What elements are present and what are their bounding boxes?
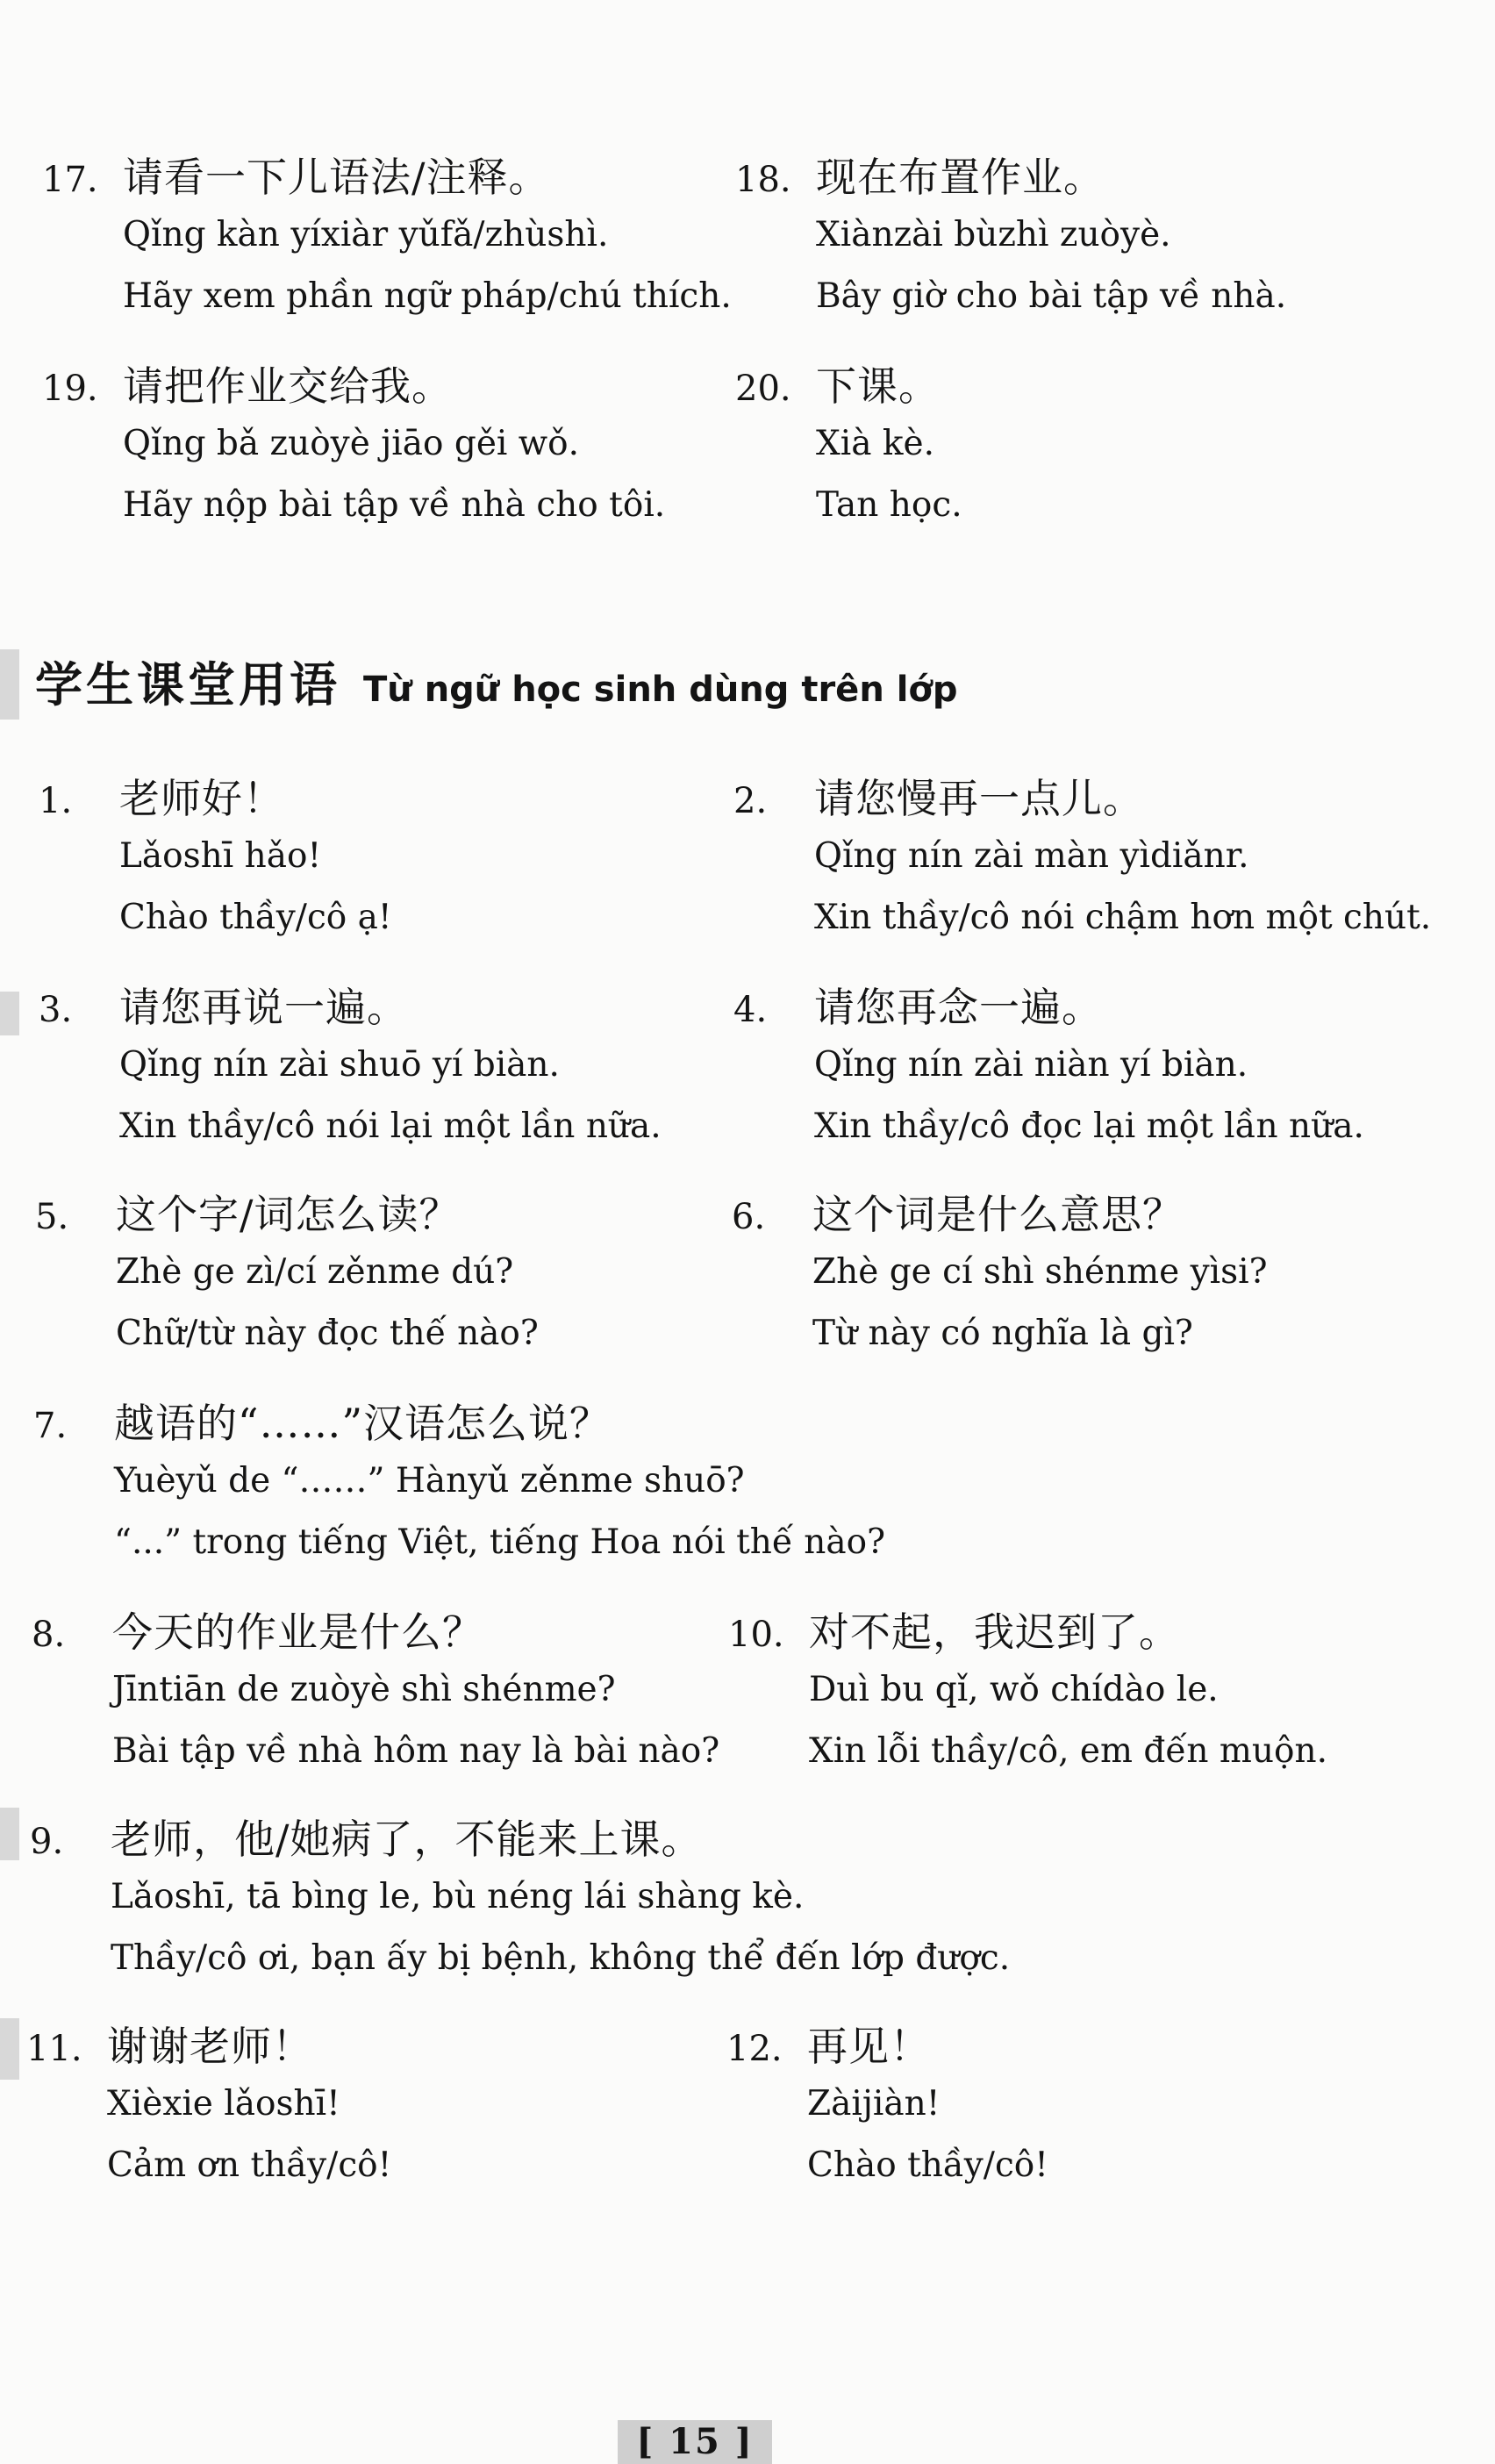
pinyin-line: Zàijiàn!: [807, 2084, 941, 2124]
vietnamese-line: Hãy nộp bài tập về nhà cho tôi.: [123, 485, 666, 525]
item-number: 11.: [26, 2029, 82, 2069]
item-number: 2.: [733, 781, 768, 821]
vietnamese-line: “...” trong tiếng Việt, tiếng Hoa nói thế nào?: [114, 1522, 886, 1562]
item-number: 1.: [39, 781, 73, 821]
vietnamese-line: Tan học.: [816, 485, 962, 525]
item-number: 8.: [32, 1615, 66, 1655]
item-number: 17.: [42, 160, 98, 200]
scan-shadow: [0, 992, 19, 1035]
vietnamese-line: Xin thầy/cô đọc lại một lần nữa.: [814, 1107, 1364, 1146]
vietnamese-line: Bài tập về nhà hôm nay là bài nào?: [112, 1731, 720, 1771]
vietnamese-line: Từ này có nghĩa là gì?: [812, 1314, 1193, 1353]
chinese-phrase: 对不起，我迟到了。: [809, 1608, 1180, 1656]
section-heading-vietnamese: Từ ngữ học sinh dùng trên lớp: [363, 670, 958, 710]
pinyin-line: Qǐng nín zài shuō yí biàn.: [119, 1045, 560, 1085]
chinese-phrase: 老师好！: [119, 775, 284, 822]
scan-shadow: [0, 1808, 19, 1860]
item-number: 19.: [42, 369, 98, 409]
pinyin-line: Qǐng nín zài màn yìdiǎnr.: [814, 836, 1249, 876]
item-number: 9.: [30, 1822, 64, 1862]
item-number: 20.: [735, 369, 791, 409]
item-number: 3.: [39, 990, 73, 1030]
vietnamese-line: Thầy/cô ơi, bạn ấy bị bệnh, không thể đến lớp được.: [111, 1938, 1011, 1978]
chinese-phrase: 请您慢再一点儿。: [814, 775, 1144, 822]
chinese-phrase: 请您再说一遍。: [119, 984, 408, 1031]
pinyin-line: Lǎoshī, tā bìng le, bù néng lái shàng kè.: [111, 1877, 805, 1916]
pinyin-line: Qǐng kàn yíxiàr yǔfǎ/zhùshì.: [123, 215, 609, 254]
chinese-phrase: 请看一下儿语法/注释。: [123, 154, 550, 201]
chinese-phrase: 越语的“……”汉语怎么说？: [114, 1400, 612, 1447]
vietnamese-line: Bây giờ cho bài tập về nhà.: [816, 276, 1287, 316]
item-number: 7.: [33, 1406, 68, 1446]
section-heading: [35, 648, 958, 715]
vietnamese-line: Chào thầy/cô!: [807, 2145, 1048, 2185]
item-number: 5.: [35, 1197, 69, 1237]
pinyin-line: Xièxie lǎoshī!: [107, 2084, 340, 2124]
chinese-phrase: 今天的作业是什么？: [112, 1608, 483, 1656]
item-number: 10.: [728, 1615, 784, 1655]
item-number: 4.: [733, 990, 768, 1030]
vietnamese-line: Cảm ơn thầy/cô!: [107, 2145, 392, 2185]
pinyin-line: Qǐng bǎ zuòyè jiāo gěi wǒ.: [123, 424, 580, 463]
item-number: 6.: [732, 1197, 766, 1237]
pinyin-line: Zhè ge cí shì shénme yìsi?: [812, 1252, 1268, 1292]
chinese-phrase: 请把作业交给我。: [123, 362, 453, 410]
pinyin-line: Lǎoshī hǎo!: [119, 836, 322, 876]
pinyin-line: Zhè ge zì/cí zěnme dú?: [116, 1252, 514, 1292]
pinyin-line: Xià kè.: [816, 424, 934, 463]
pinyin-line: Yuèyǔ de “……” Hànyǔ zěnme shuō?: [114, 1461, 745, 1501]
section-heading-chinese: 学生课堂用语: [35, 657, 340, 713]
chinese-phrase: 这个字/词怎么读？: [116, 1191, 461, 1238]
vietnamese-line: Hãy xem phần ngữ pháp/chú thích.: [123, 276, 732, 316]
chinese-phrase: 再见！: [807, 2023, 931, 2070]
vietnamese-line: Chào thầy/cô ạ!: [119, 898, 392, 937]
vietnamese-line: Xin thầy/cô nói lại một lần nữa.: [119, 1107, 662, 1146]
pinyin-line: Qǐng nín zài niàn yí biàn.: [814, 1045, 1248, 1085]
pinyin-line: Xiànzài bùzhì zuòyè.: [816, 215, 1171, 254]
scan-shadow: [0, 2018, 19, 2080]
chinese-phrase: 这个词是什么意思？: [812, 1191, 1184, 1238]
item-number: 18.: [735, 160, 791, 200]
chinese-phrase: 谢谢老师！: [107, 2023, 313, 2070]
chinese-phrase: 现在布置作业。: [816, 154, 1105, 201]
scan-shadow: [0, 649, 19, 720]
pinyin-line: Duì bu qǐ, wǒ chídào le.: [809, 1670, 1219, 1709]
chinese-phrase: 老师，他/她病了，不能来上课。: [111, 1816, 703, 1863]
vietnamese-line: Xin thầy/cô nói chậm hơn một chút.: [814, 898, 1432, 937]
page-number: [ 15 ]: [618, 2420, 772, 2464]
item-number: 12.: [726, 2029, 783, 2069]
pinyin-line: Jīntiān de zuòyè shì shénme?: [112, 1670, 616, 1709]
chinese-phrase: 请您再念一遍。: [814, 984, 1103, 1031]
vietnamese-line: Chữ/từ này đọc thế nào?: [116, 1314, 539, 1353]
chinese-phrase: 下课。: [816, 362, 940, 410]
vietnamese-line: Xin lỗi thầy/cô, em đến muộn.: [809, 1731, 1327, 1771]
